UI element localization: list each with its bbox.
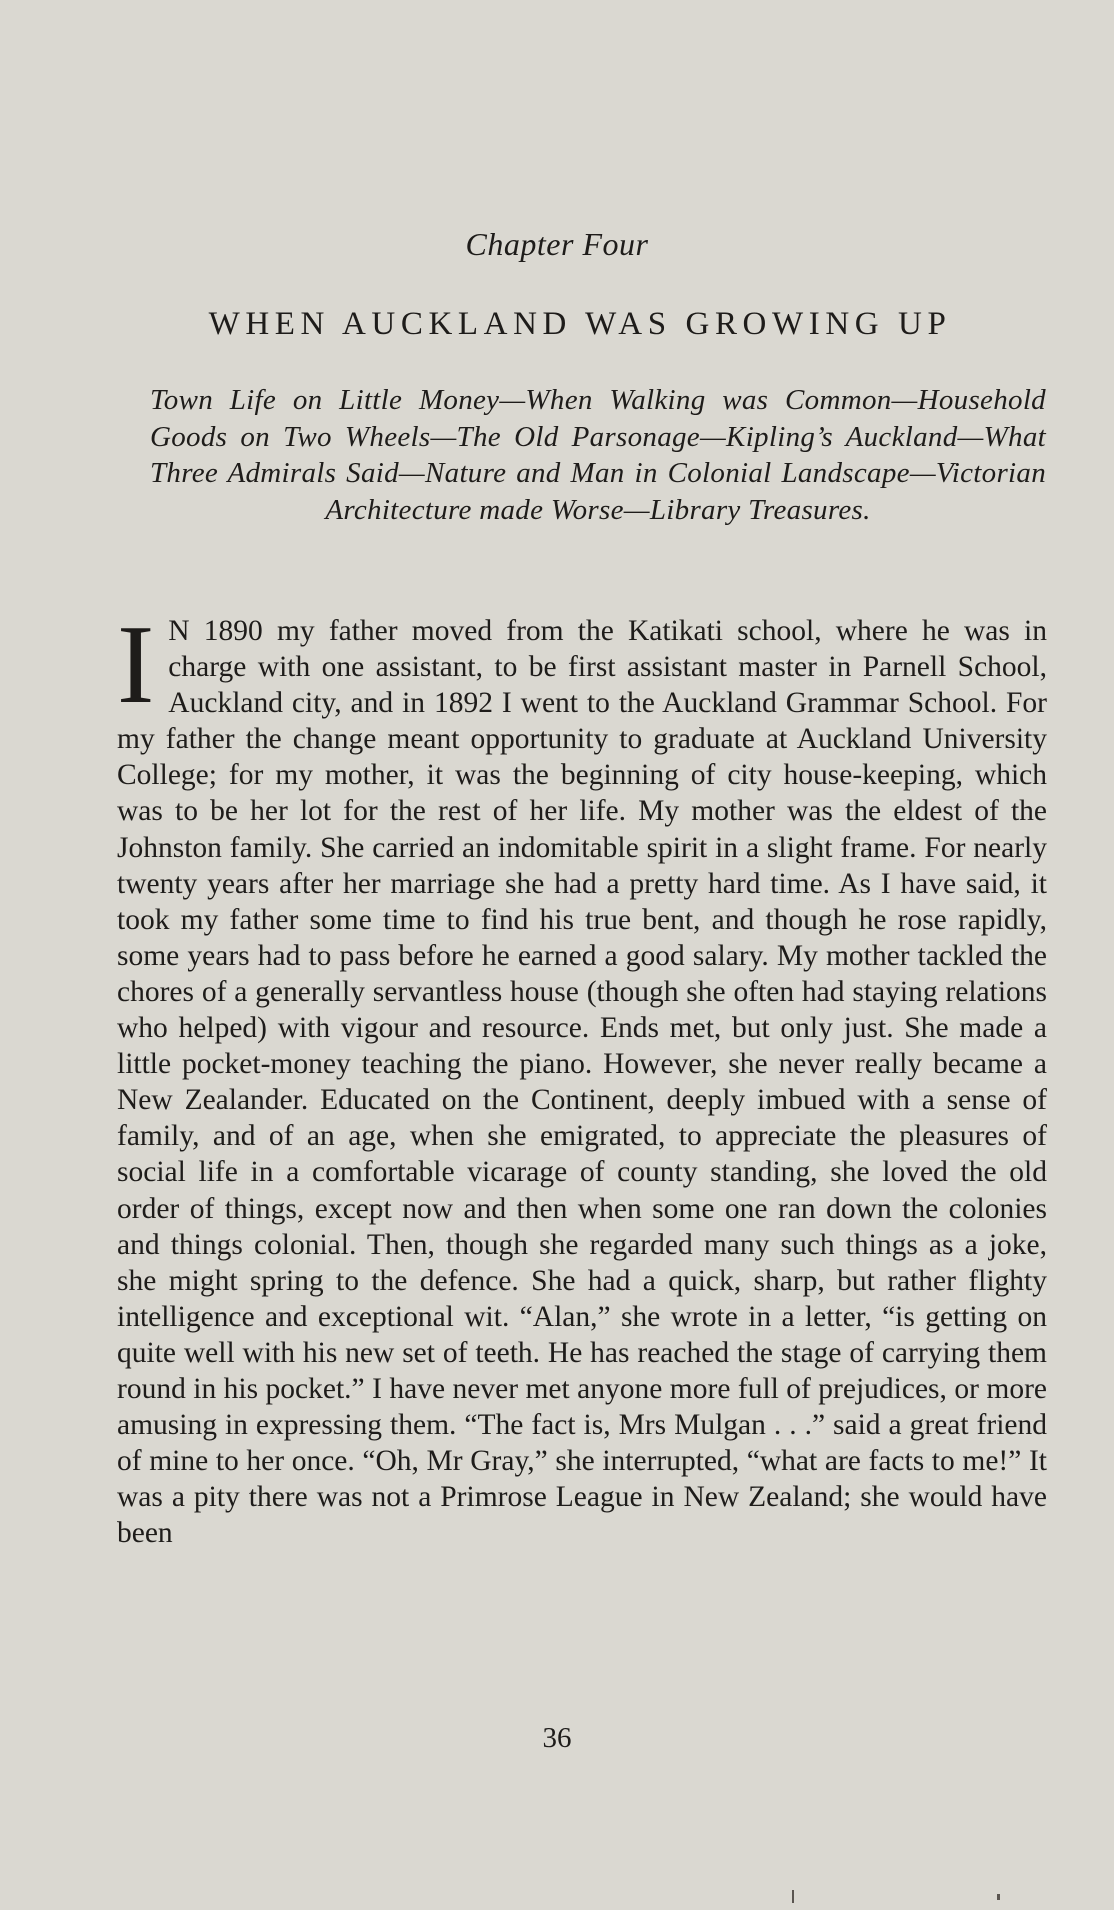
page-speck bbox=[997, 1894, 1000, 1900]
page-speck bbox=[792, 1890, 794, 1903]
page-number: 36 bbox=[542, 1722, 572, 1754]
chapter-title: WHEN AUCKLAND WAS GROWING UP bbox=[208, 306, 952, 342]
drop-cap: I bbox=[117, 603, 155, 727]
body-paragraph bbox=[117, 603, 1047, 1551]
chapter-synopsis: Town Life on Little Money—When Walking was Common—Household Goods on Two Wheels—The Old Parsonage—Kipling’s Auckland—What Three Admirals Said—Nature and Man in Colonial Landscape—Victorian Architecture made Worse—Library Treasures. bbox=[150, 384, 1046, 526]
body-text: N 1890 my father moved from the Katikati school, where he was in charge with one assistant, to be first assistant master in Parnell School, Auckland city, and in 1892 I went to the Auckland Grammar School. For my father the change meant opportunity to graduate at Auckland University College; for my mother, it was the beginning of city house-keeping, which was to be her lot for the rest of her life. My mother was the eldest of the Johnston family. She carried an indomitable spirit in a slight frame. For nearly twenty years after her marriage she had a pretty hard time. As I have said, it took my father some time to find his true bent, and though he rose rapidly, some years had to pass before he earned a good salary. My mother tackled the chores of a generally servantless house (though she often had staying relations who helped) with vigour and resource. Ends met, but only just. She made a little pocket-money teaching the piano. However, she never really became a New Zealander. Educated on the Continent, deeply imbued with a sense of family, and of an age, when she emigrated, to appreciate the pleasures of social life in a comfortable vicarage of county standing, she loved the old order of things, except now and then when some one ran down the colonies and things colonial. Then, though she regarded many such things as a joke, she might spring to the defence. She had a quick, sharp, but rather flighty intelligence and exceptional wit. “Alan,” she wrote in a letter, “is getting on quite well with his new set of teeth. He has reached the stage of carrying them round in his pocket.” I have never met anyone more full of prejudices, or more amusing in expressing them. “The fact is, Mrs Mulgan . . .” said a great friend of mine to her once. “Oh, Mr Gray,” she interrupted, “what are facts to me!” It was a pity there was not a Primrose League in New Zealand; she would have been bbox=[117, 615, 1047, 1550]
chapter-label: Chapter Four bbox=[465, 226, 649, 262]
